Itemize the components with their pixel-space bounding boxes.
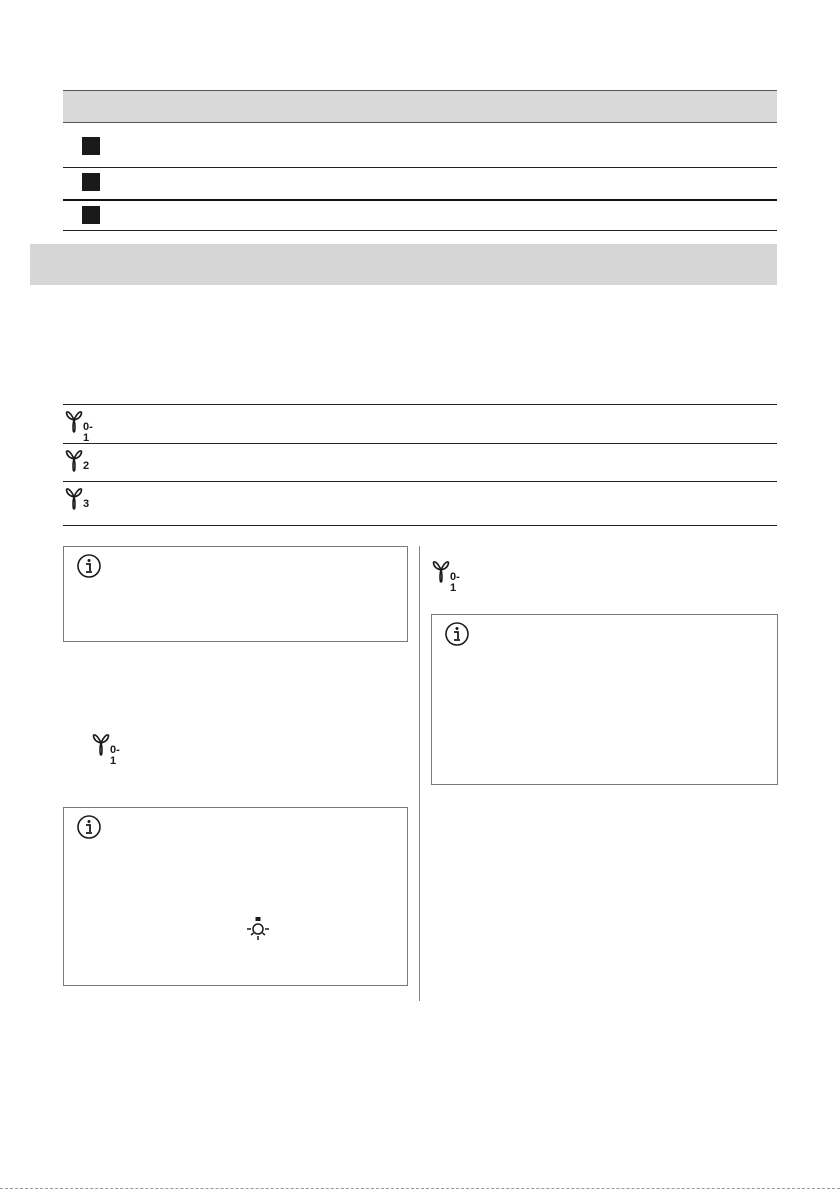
fan-icon [64, 411, 93, 444]
info-icon [76, 553, 102, 579]
top-table-row [63, 201, 777, 231]
fan-icon [431, 561, 460, 594]
info-icon [76, 814, 102, 840]
info-box [63, 807, 408, 986]
info-icon [444, 621, 470, 647]
page-bottom-edge [0, 1188, 840, 1189]
fan-speed-label: 0-1 [83, 421, 93, 444]
fan-speed-label: 3 [83, 498, 90, 510]
fan-speed-row [63, 481, 777, 526]
fan-speed-label: 2 [83, 460, 90, 472]
top-table-header [63, 90, 777, 123]
fan-speed-label: 0-1 [450, 571, 460, 594]
info-box [63, 546, 408, 642]
light-bulb-icon [245, 917, 271, 941]
square-bullet-icon [82, 137, 100, 155]
fan-speed-label: 0-1 [110, 744, 120, 767]
fan-speed-row [63, 404, 777, 443]
fan-icon [64, 450, 90, 472]
square-bullet-icon [82, 173, 100, 191]
fan-icon [64, 488, 90, 510]
square-bullet-icon [82, 206, 100, 224]
info-box [431, 614, 778, 785]
fan-icon [91, 734, 120, 767]
top-table-row [63, 168, 777, 201]
section-heading [30, 244, 777, 285]
column-divider [419, 546, 420, 1001]
top-table-row [63, 122, 777, 168]
fan-speed-row [63, 443, 777, 481]
